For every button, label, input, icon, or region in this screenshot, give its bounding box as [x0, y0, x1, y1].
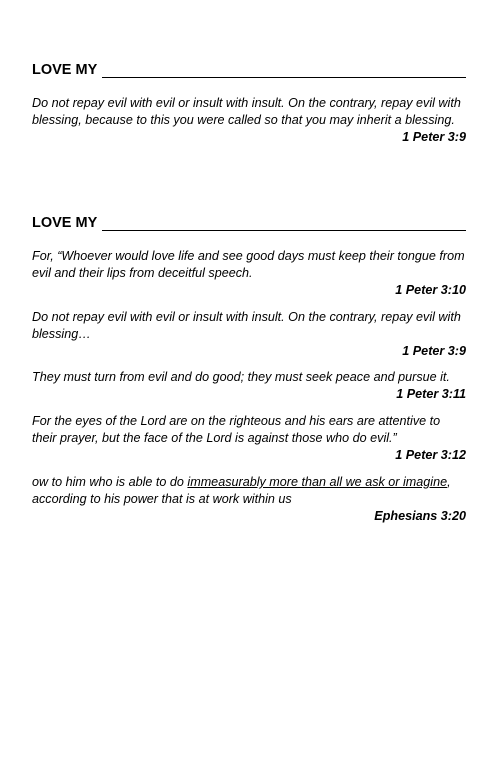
heading-label: LOVE MY	[32, 62, 98, 78]
verse-text	[32, 474, 466, 508]
love-my-heading-2	[32, 215, 466, 231]
verse-reference: 1 Peter 3:12	[395, 448, 466, 462]
verse-text: Do not repay evil with evil or insult with insult. On the contrary, repay evil with blessing…	[32, 310, 461, 341]
verse-text: They must turn from evil and do good; they must seek peace and pursue it.	[32, 370, 450, 384]
verse-reference: Ephesians 3:20	[374, 509, 466, 523]
verse-text-underlined: immeasurably more than all we ask or imagine	[187, 475, 448, 489]
verse-text-start: ow to him who is able to do	[32, 475, 188, 489]
heading-label: LOVE MY	[32, 215, 98, 231]
verse-block	[32, 413, 466, 464]
verse-text: Do not repay evil with evil or insult with insult. On the contrary, repay evil with blessing, because to this you were called so that you may inherit a blessing.	[32, 96, 461, 127]
verse-block	[32, 95, 466, 146]
verse-text-end: , according to his power that is at work within us	[32, 475, 451, 506]
verse-reference: 1 Peter 3:10	[395, 283, 466, 297]
verse-block	[32, 474, 466, 525]
verse-block	[32, 369, 466, 403]
verse-block	[32, 309, 466, 360]
verse-block	[32, 248, 466, 299]
verse-reference: 1 Peter 3:9	[402, 130, 466, 144]
love-my-heading-1	[32, 62, 466, 78]
verse-text: For, “Whoever would love life and see good days must keep their tongue from evil and their lips from deceitful speech.	[32, 249, 465, 280]
fill-in-blank-line	[102, 65, 466, 78]
verse-text: For the eyes of the Lord are on the righteous and his ears are attentive to their prayer, but the face of the Lord is against those who do evil.”	[32, 414, 441, 445]
fill-in-blank-line	[102, 218, 466, 231]
verse-reference: 1 Peter 3:11	[396, 387, 466, 401]
verse-reference: 1 Peter 3:9	[402, 344, 466, 358]
